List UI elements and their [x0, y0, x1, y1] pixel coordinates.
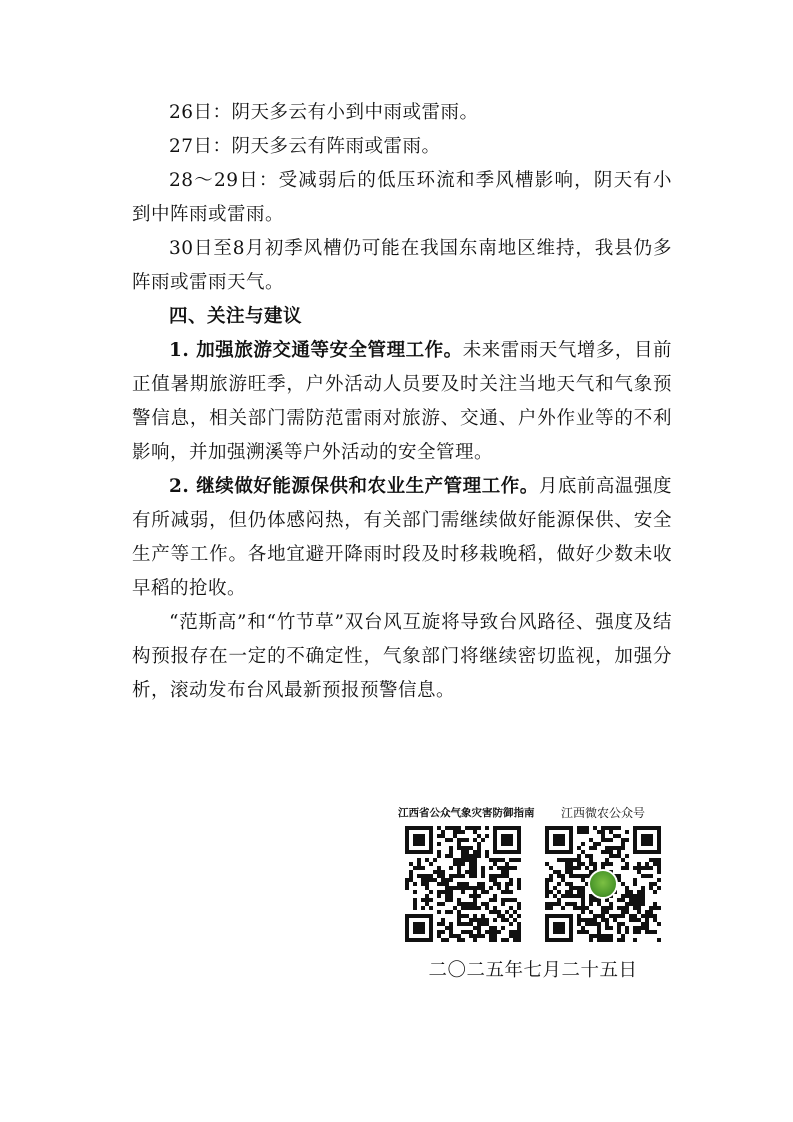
suggestion-2-body: 月底前高温强度有所减弱，但仍体感闷热，有关部门需继续做好能源保供、安全生产等工作。各地宜避开降雨时段及时移栽晚稻，做好少数未收早稻的抢收。 — [132, 476, 672, 599]
weinong-logo-icon — [588, 869, 618, 899]
qr-code-icon — [545, 826, 661, 942]
suggestion-2-title: 2. 继续做好能源保供和农业生产管理工作。 — [169, 476, 539, 497]
suggestion-1-title: 1. 加强旅游交通等安全管理工作。 — [169, 340, 463, 361]
qr-caption-weinong: 江西微农公众号 — [560, 806, 645, 820]
document-date: 二〇二五年七月二十五日 — [428, 960, 638, 981]
document-body — [132, 96, 672, 708]
forecast-day-27: 27日：阴天多云有阵雨或雷雨。 — [169, 136, 441, 157]
qr-code-icon — [405, 826, 521, 942]
forecast-day-30-onward: 30日至8月初季风槽仍可能在我国东南地区维持，我县仍多阵雨或雷雨天气。 — [132, 238, 672, 293]
closing-paragraph: “范斯高”和“竹节草”双台风互旋将导致台风路径、强度及结构预报存在一定的不确定性，气象部门将继续密切监视，加强分析，滚动发布台风最新预报预警信息。 — [132, 612, 672, 701]
qr-block-weinong — [538, 806, 668, 942]
suggestion-2 — [132, 470, 672, 606]
suggestion-1-body: 未来雷雨天气增多，目前正值暑期旅游旺季，户外活动人员要及时关注当地天气和气象预警信息，相关部门需防范雷雨对旅游、交通、户外作业等的不利影响，并加强溯溪等户外活动的安全管理。 — [132, 340, 672, 463]
suggestion-1 — [132, 334, 672, 470]
qr-caption-disaster-guide: 江西省公众气象灾害防御指南 — [398, 807, 535, 819]
forecast-day-28-29: 28～29日：受减弱后的低压环流和季风槽影响，阴天有小到中阵雨或雷雨。 — [132, 170, 672, 225]
forecast-day-26: 26日：阴天多云有小到中雨或雷雨。 — [169, 102, 479, 123]
qr-block-disaster-guide — [398, 806, 535, 942]
section-heading: 四、关注与建议 — [169, 306, 303, 327]
qr-code-area — [398, 806, 668, 946]
